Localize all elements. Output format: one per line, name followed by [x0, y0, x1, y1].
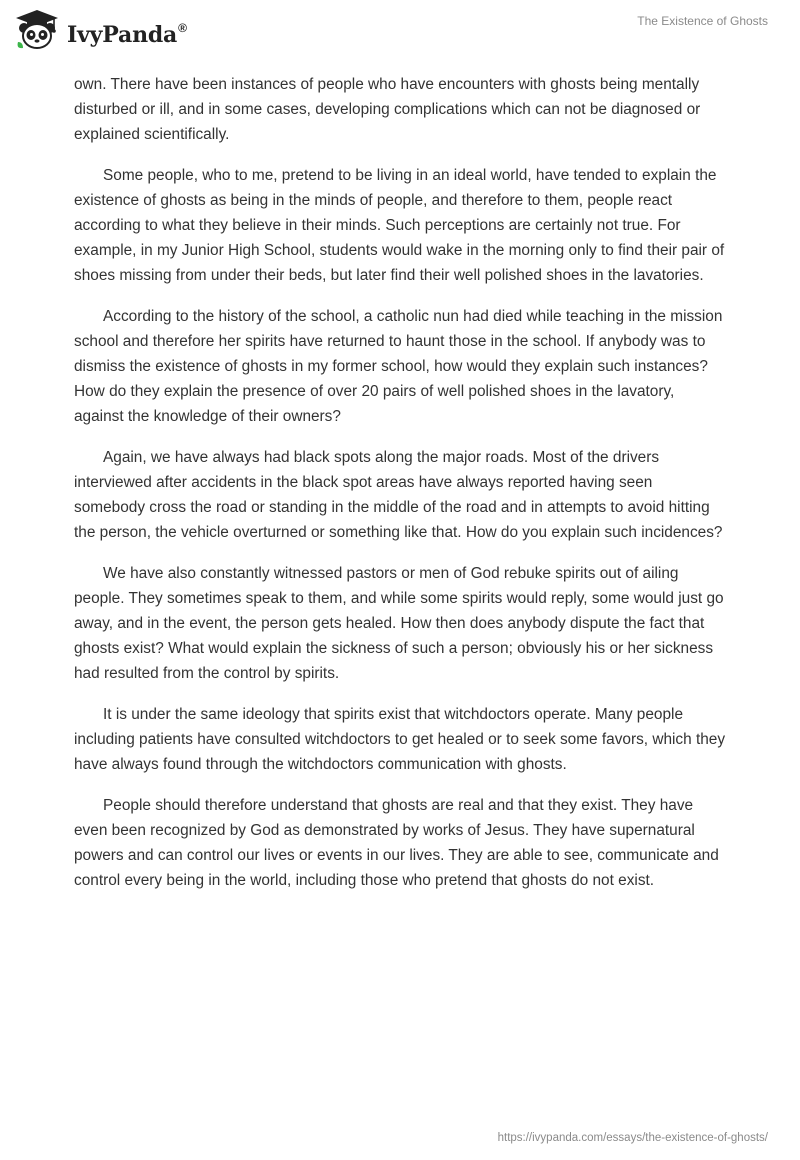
paragraph: Again, we have always had black spots along the major roads. Most of the drivers interviewed after accidents in the black spot areas have always reported having seen somebody cross the road or standing in the middle of the road and in attempts to avoid hitting the person, the vehicle overturned or something like that. How do you explain such incidences?	[74, 449, 723, 541]
paragraph: According to the history of the school, a catholic nun had died while teaching in the mission school and therefore her spirits have returned to haunt those in the school. If anybody was to dismiss the existence of ghosts in my former school, how would they explain such instances? How do they explain the presence of over 20 pairs of well polished shoes in the lavatory, against the knowledge of their owners?	[74, 308, 723, 425]
page-header	[0, 0, 800, 70]
paragraph: We have also constantly witnessed pastors or men of God rebuke spirits out of ailing people. They sometimes speak to them, and while some spirits would reply, some would just go away, and in the event, the person gets healed. How then does anybody dispute the fact that ghosts exist? What would explain the sickness of such a person; obviously his or her sickness had resulted from the control by spirits.	[74, 565, 724, 682]
source-url[interactable]: https://ivypanda.com/essays/the-existence-of-ghosts/	[497, 1132, 768, 1144]
paragraph: Some people, who to me, pretend to be living in an ideal world, have tended to explain the existence of ghosts as being in the minds of people, and therefore to them, people react according to what they believe in their minds. Such perceptions are certainly not true. For example, in my Junior High School, students would wake in the morning only to find their pair of shoes missing from under their beds, but later find their well polished shoes in the lavatories.	[74, 167, 725, 284]
paragraph: People should therefore understand that ghosts are real and that they exist. They have even been recognized by God as demonstrated by works of Jesus. They have supernatural powers and can control our lives or events in our lives. They are able to see, communicate and control every being in the world, including those who pretend that ghosts do not exist.	[74, 797, 719, 889]
paragraph: It is under the same ideology that spirits exist that witchdoctors operate. Many people including patients have consulted witchdoctors to get healed or to seek some favors, which they have always found through the witchdoctors communication with ghosts.	[74, 706, 726, 773]
paragraph: own. There have been instances of people who have encounters with ghosts being mentally disturbed or ill, and in some cases, developing complications which can not be diagnosed or explained scientifically.	[74, 76, 701, 143]
panda-graduate-icon	[14, 8, 60, 50]
brand-name: IvyPanda®	[67, 20, 187, 48]
ivypanda-logo[interactable]	[14, 8, 187, 50]
document-title: The Existence of Ghosts	[637, 14, 768, 28]
essay-body	[74, 72, 726, 909]
